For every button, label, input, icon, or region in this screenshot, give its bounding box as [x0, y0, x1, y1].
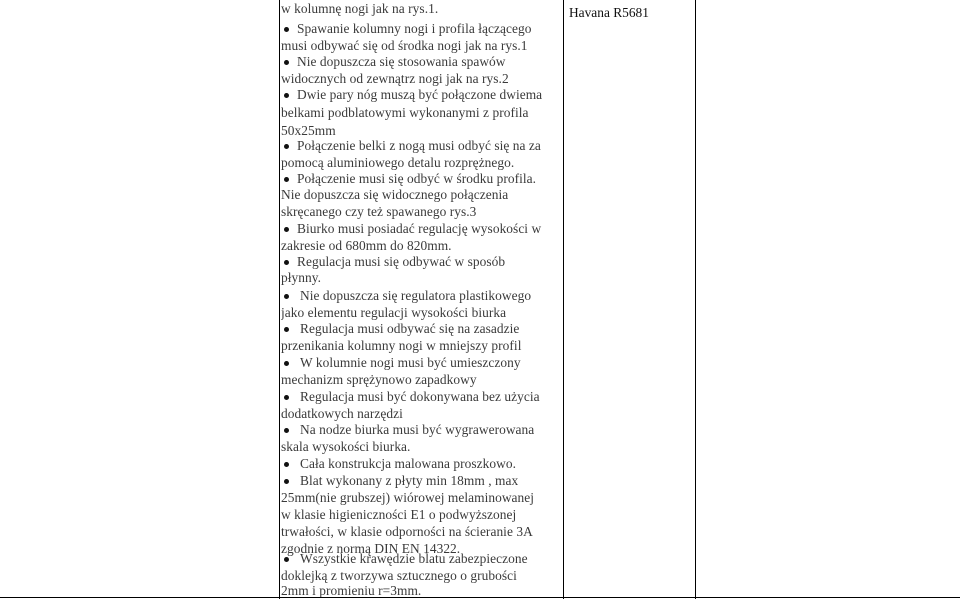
model-label: Havana R5681	[569, 5, 649, 20]
spec-line: Regulacja musi się odbywać w sposób	[297, 254, 506, 269]
spec-line: skręcanego czy też spawanego rys.3	[281, 204, 477, 219]
spec-line: w klasie higieniczności E1 o podwyższonej	[281, 507, 517, 522]
bullet-dot-icon	[284, 557, 289, 562]
spec-line: trwałości, w klasie odporności na ścieranie 3A	[281, 524, 533, 539]
spec-line: Blat wykonany z płyty min 18mm , max	[300, 473, 519, 488]
spec-line: belkami podblatowymi wykonanymi z profila	[281, 105, 529, 120]
spec-line: Dwie pary nóg muszą być połączone dwiema	[297, 87, 543, 102]
spec-line: dodatkowych narzędzi	[281, 406, 403, 421]
spec-line: Spawanie kolumny nogi i profila łączącego	[297, 21, 532, 36]
spec-line: doklejką z tworzywa sztucznego o grubości	[281, 568, 517, 583]
spec-line: pomocą aluminiowego detalu rozprężnego.	[281, 155, 515, 170]
bullet-dot-icon	[284, 361, 289, 366]
spec-line: Biurko musi posiadać regulację wysokości w	[297, 221, 542, 236]
specification-cell	[281, 0, 563, 597]
spec-line: skala wysokości biurka.	[281, 439, 411, 454]
spec-line: zgodnie z normą DIN EN 14322.	[281, 541, 461, 556]
spec-line: przenikania kolumny nogi w mniejszy profil	[281, 338, 522, 353]
spec-line: zakresie od 680mm do 820mm.	[281, 238, 452, 253]
spec-line: Połączenie belki z nogą musi odbyć się na za	[297, 138, 541, 153]
bullet-dot-icon	[284, 479, 289, 484]
bullet-dot-icon	[284, 93, 289, 98]
bullet-dot-icon	[284, 395, 289, 400]
column-divider-middle	[563, 0, 564, 599]
bullet-dot-icon	[284, 27, 289, 32]
spec-line: musi odbywać się od środka nogi jak na rys.1	[281, 38, 528, 53]
bullet-dot-icon	[284, 144, 289, 149]
spec-line: 50x25mm	[281, 123, 336, 138]
bullet-dot-icon	[284, 177, 289, 182]
spec-line: w kolumnę nogi jak na rys.1.	[281, 1, 439, 16]
spec-line: widocznych od zewnątrz nogi jak na rys.2	[281, 71, 509, 86]
spec-line: Nie dopuszcza się stosowania spawów	[297, 54, 506, 69]
spec-line: 2mm i promieniu r=3mm.	[281, 583, 422, 597]
bullet-dot-icon	[284, 428, 289, 433]
spec-line: Regulacja musi odbywać się na zasadzie	[300, 321, 520, 336]
spec-line: płynny.	[281, 270, 322, 285]
bullet-dot-icon	[284, 60, 289, 65]
spec-line: Cała konstrukcja malowana proszkowo.	[300, 456, 516, 471]
bullet-dot-icon	[284, 227, 289, 232]
bullet-dot-icon	[284, 294, 289, 299]
spec-line: Połączenie musi się odbyć w środku profila.	[297, 171, 537, 186]
bullet-dot-icon	[284, 462, 289, 467]
column-divider-right	[695, 0, 696, 599]
spec-line: W kolumnie nogi musi być umieszczony	[300, 355, 521, 370]
spec-line: jako elementu regulacji wysokości biurka	[281, 305, 507, 320]
spec-line: Na nodze biurka musi być wygrawerowana	[300, 422, 535, 437]
spec-line: Nie dopuszcza się regulatora plastikowego	[300, 288, 532, 303]
bullet-dot-icon	[284, 260, 289, 265]
bullet-dot-icon	[284, 327, 289, 332]
spec-line: Wszystkie krawędzie blatu zabezpieczone	[300, 551, 528, 566]
spec-line: 25mm(nie grubszej) wiórowej melaminowanej	[281, 490, 535, 505]
spec-line: mechanizm sprężynowo zapadkowy	[281, 372, 477, 387]
column-divider-left	[279, 0, 280, 599]
spec-line: Regulacja musi być dokonywana bez użycia	[300, 389, 540, 404]
table-bottom-rule	[0, 597, 960, 598]
spec-line: Nie dopuszcza się widocznego połączenia	[281, 187, 509, 202]
